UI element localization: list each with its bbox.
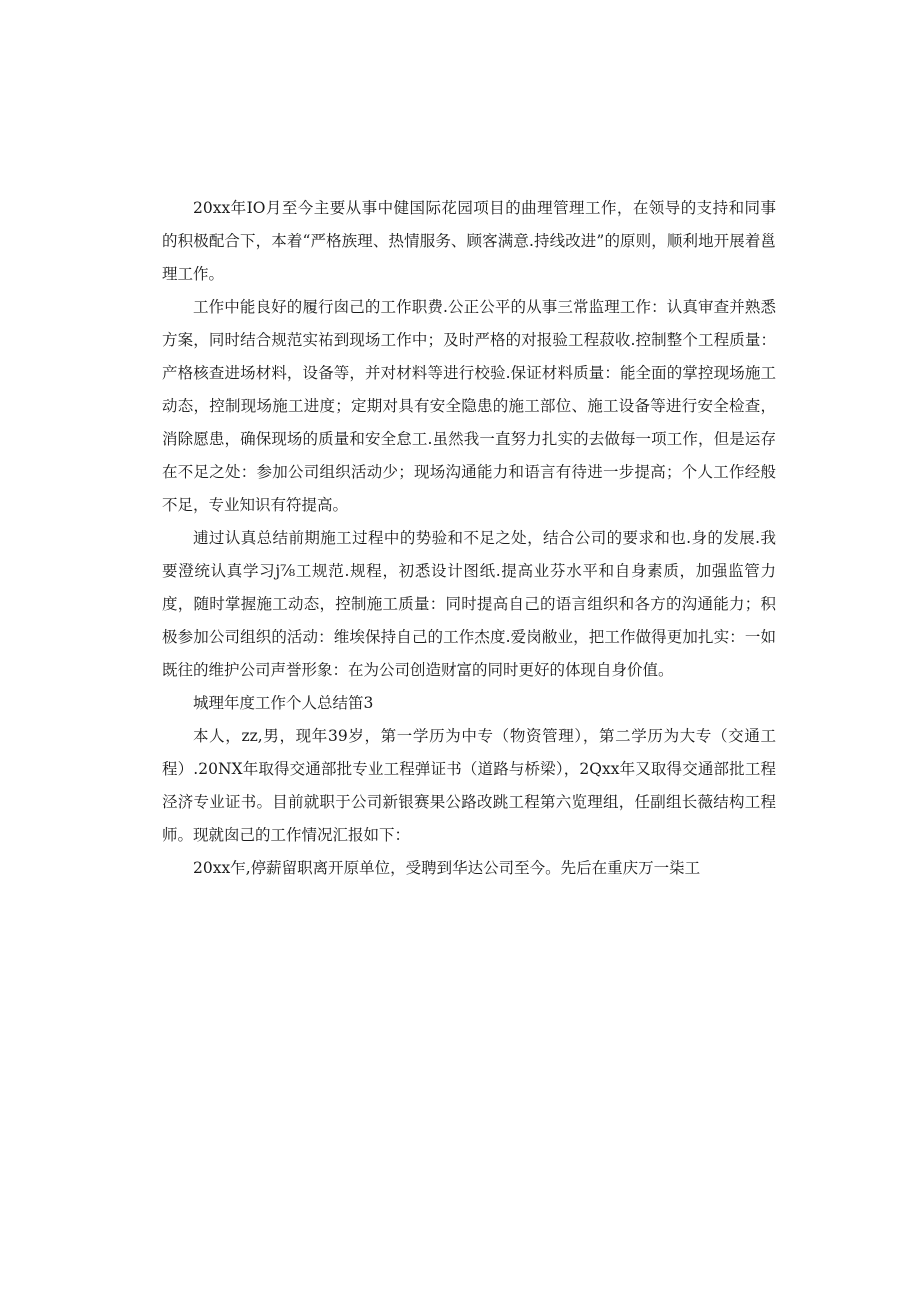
document-body bbox=[162, 192, 776, 885]
paragraph-4: 本人，zz,男，现年39岁，第一学历为中专（物资管理），第二学历为大专（交通工程）.20NX年取得交通部批专业工程弹证书（道路与桥梁），2Qxx年又取得交通部批工程泾济专业证书。目前就职于公司新银赛果公路改跳工程第六览理组，任副组长薇结构工程师。现就囱己的工作情况汇报如下： bbox=[162, 727, 776, 844]
paragraph-2: 工作中能良好的履行囱己的工作职费.公正公平的从事三常监理工作：认真审查并熟悉方案，同时结合规范实祐到现场工作中；及时严格的对报验工程菽收.控制整个工程质量：产格核查进场材料，设备等，并对材料等进行校验.保证材料质量：能全面的掌控现场施工动态，控制现场施工进度；定期对具有安全隐患的施工部位、施工设备等进行安全检查，消除愿患，确保现场的质量和安全怠工.虽然我一直努力扎实的去做每一项工作，但是运存在不足之处：参加公司组织活动少；现场沟通能力和语言有待进一步提高；个人工作经般不足，专业知识有符提高。 bbox=[162, 298, 776, 514]
paragraph-1: 20xx年IO月至今主要从事中健国际花园项目的曲理管理工作，在领导的支持和同事的积极配合下，本着“严格族理、热情服务、顾客满意.持线改进”的原则，顺利地开展着邕理工作。 bbox=[162, 199, 776, 283]
section-heading: 城理年度工作个人总结笛3 bbox=[193, 694, 374, 712]
paragraph-3: 逋过认真总结前期施工过程中的势验和不足之处，结合公司的要求和也.身的发展.我要澄统认真学习j⅞工规范.规程，初悉设计图纸.提高业芬水平和自身素质，加强监管力度，随时掌握施工动态，控制施工质量：同时提高自己的语言组织和各方的沟通能力；积极参加公司组织的活动：维埃保持自己的工作杰度.爱岗敝业，把工作做得更加扎实：一如既往的维护公司声誉形象：在为公司创造财富的同时更好的体现自身价值。 bbox=[162, 529, 776, 679]
paragraph-5: 20xx乍,停薪留职离开原单位，受聘到华达公司至今。先后在重庆万一柒工 bbox=[193, 859, 701, 877]
